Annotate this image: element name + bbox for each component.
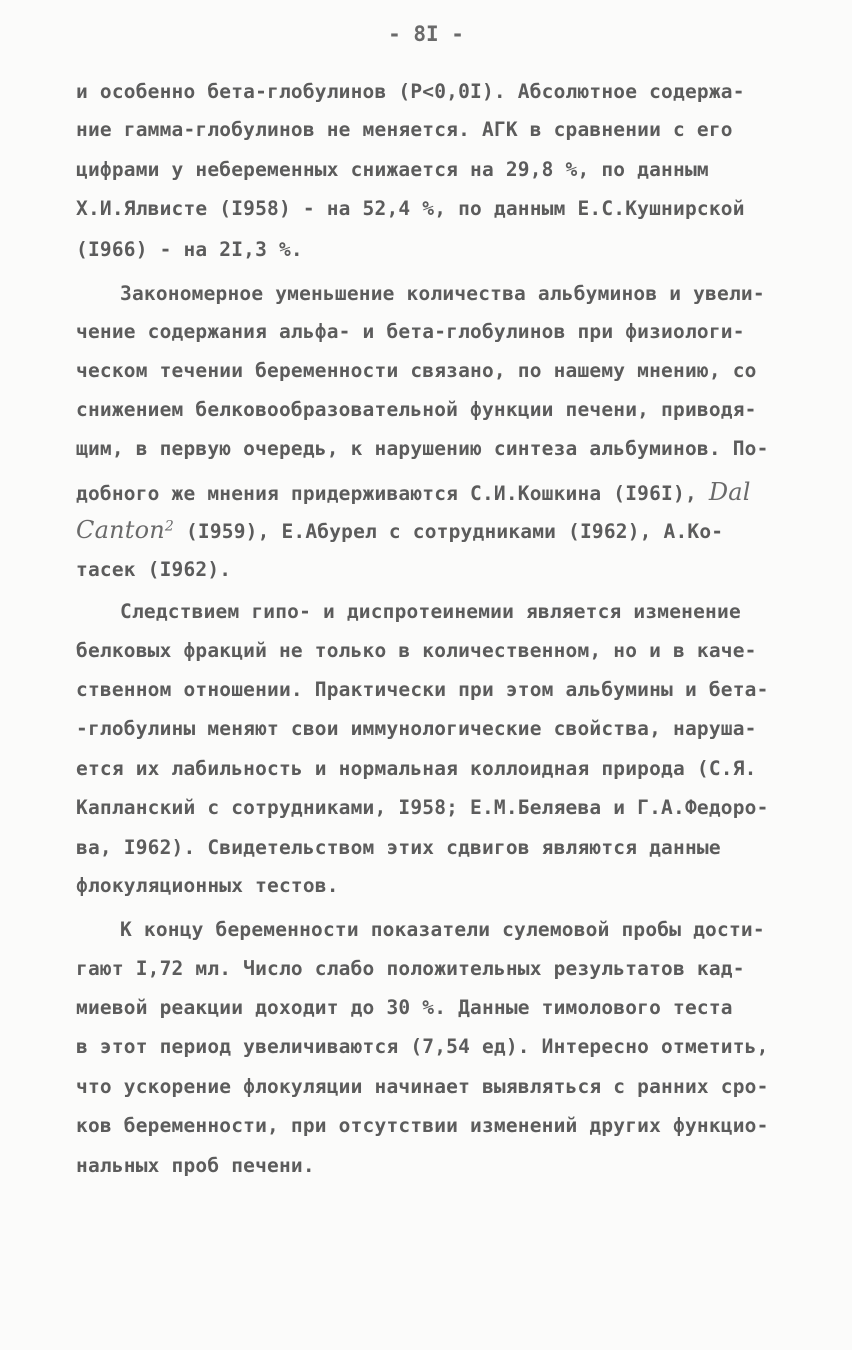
text-line: белковых фракций не только в количественном, но и в каче-: [76, 639, 757, 662]
text-line: миевой реакции доходит до 30 %. Данные тимолового теста: [76, 996, 733, 1019]
text-line: ственном отношении. Практически при этом альбумины и бета-: [76, 678, 769, 701]
text-line: Капланский с сотрудниками, I958; Е.М.Беляева и Г.А.Федоро-: [76, 796, 769, 819]
text-line: в этот период увеличиваются (7,54 ед). Интересно отметить,: [76, 1035, 769, 1058]
text-line: ние гамма-глобулинов не меняется. АГК в сравнении с его: [76, 118, 733, 141]
text-line: К концу беременности показатели сулемовой пробы дости-: [120, 918, 765, 941]
text-line: -глобулины меняют свои иммунологические свойства, наруша-: [76, 717, 757, 740]
text-line: Х.И.Ялвисте (I958) - на 52,4 %, по данным Е.С.Кушнирской: [76, 197, 745, 220]
handwritten-author: Dal: [708, 478, 751, 506]
text-line: щим, в первую очередь, к нарушению синтеза альбуминов. По-: [76, 437, 769, 460]
text-line: снижением белковообразовательной функции печени, приводя-: [76, 398, 757, 421]
text-line: Закономерное уменьшение количества альбуминов и увели-: [120, 282, 765, 305]
text-line: (I966) - на 2I,3 %.: [76, 238, 303, 261]
text-line: [76, 478, 751, 506]
text-line: [76, 516, 723, 544]
text-line-part: добного же мнения придерживаются С.И.Кошкина (I96I),: [76, 482, 697, 505]
text-line: ва, I962). Свидетельством этих сдвигов являются данные: [76, 836, 721, 859]
text-line: ков беременности, при отсутствии изменений других функцио-: [76, 1114, 769, 1137]
text-line: гают I,72 мл. Число слабо положительных результатов кад-: [76, 957, 745, 980]
text-line: ется их лабильность и нормальная коллоидная природа (С.Я.: [76, 757, 757, 780]
text-line: Следствием гипо- и диспротеинемии является изменение: [120, 600, 741, 623]
text-line: флокуляционных тестов.: [76, 874, 339, 897]
text-line: и особенно бета-глобулинов (Р<0,0I). Абсолютное содержа-: [76, 80, 745, 103]
text-line-part: (I959), Е.Абурел с сотрудниками (I962), А.Ко-: [174, 520, 724, 543]
text-line: чение содержания альфа- и бета-глобулинов при физиологи-: [76, 320, 745, 343]
text-line: тасек (I962).: [76, 558, 232, 581]
text-line: ческом течении беременности связано, по нашему мнению, со: [76, 359, 757, 382]
page-number: - 8I -: [388, 22, 464, 46]
text-line: что ускорение флокуляции начинает выявляться с ранних сро-: [76, 1075, 769, 1098]
handwritten-superscript: 2: [164, 518, 174, 535]
handwritten-author: Canton: [76, 516, 165, 544]
text-line: нальных проб печени.: [76, 1154, 315, 1177]
text-line: цифрами у небеременных снижается на 29,8 %, по данным: [76, 158, 709, 181]
